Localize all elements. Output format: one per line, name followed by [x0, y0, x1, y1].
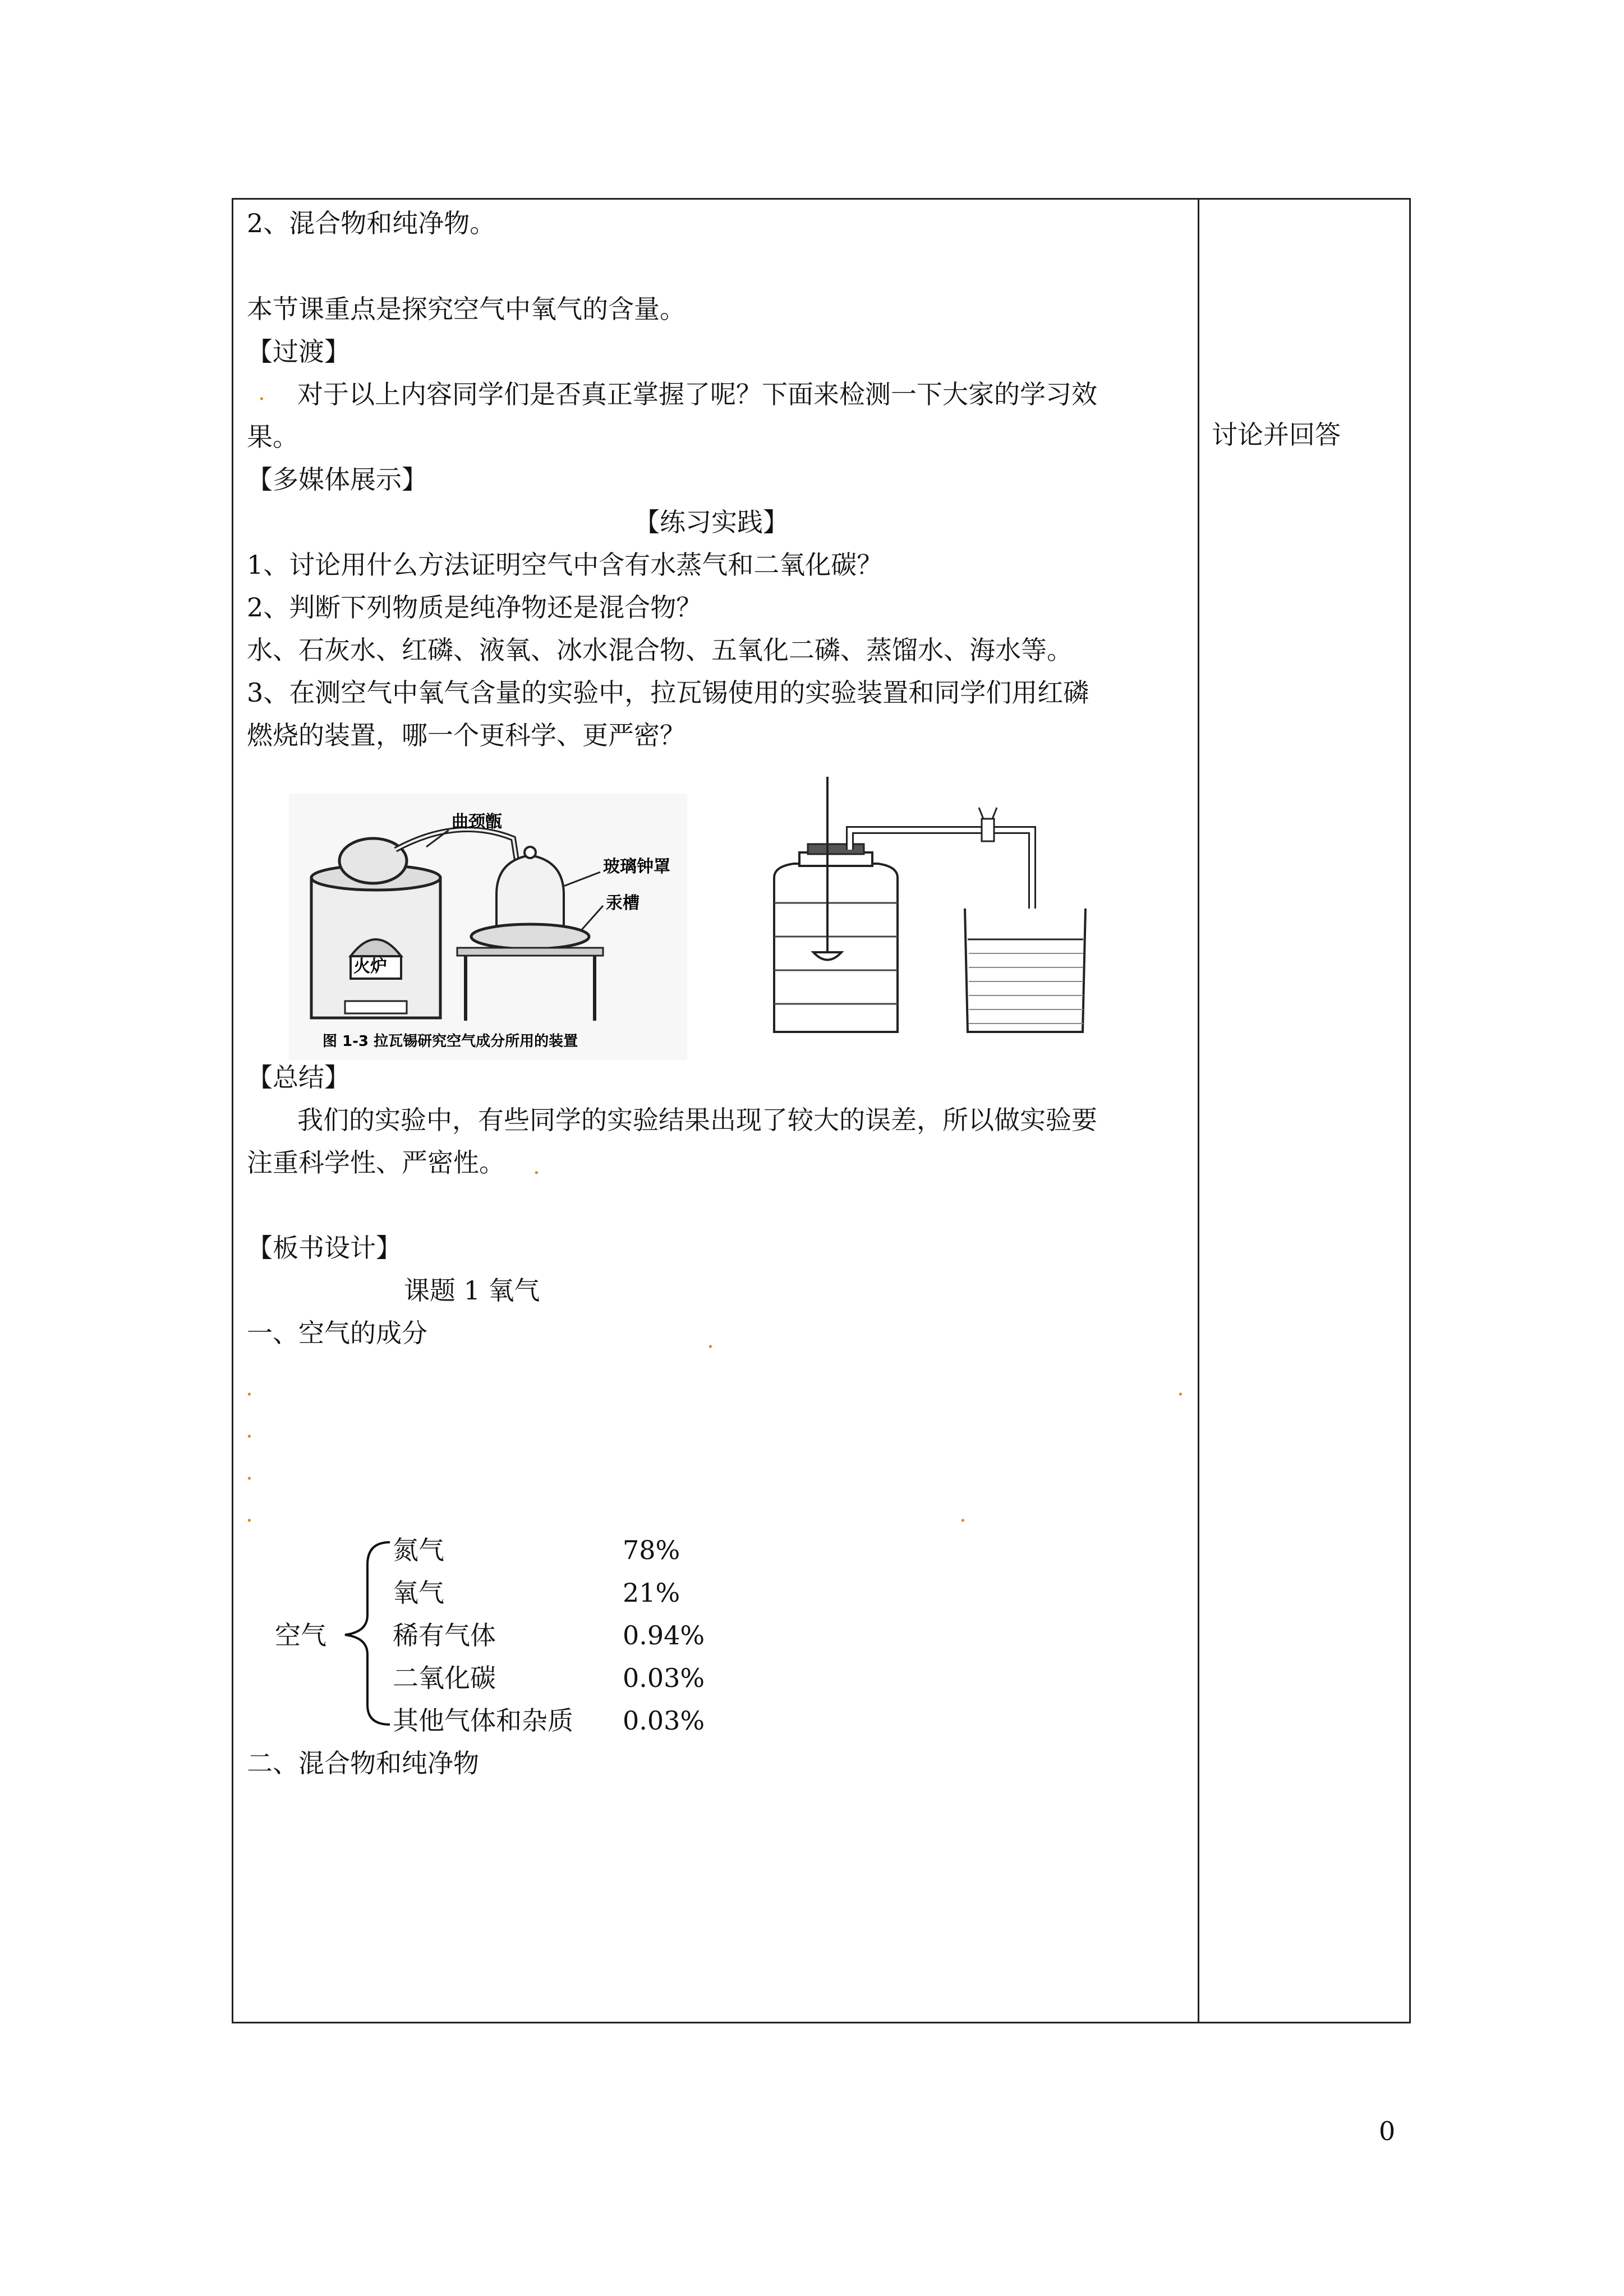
marker-dot: . — [246, 1459, 253, 1485]
component-name: 稀有气体 — [393, 1620, 496, 1650]
section-air-components: 一、空气的成分 — [247, 1318, 427, 1348]
marker-dot: . — [246, 1375, 253, 1401]
summary-label: 【总结】 — [247, 1062, 350, 1092]
transition-text-2: 果。 — [247, 422, 298, 452]
figure-caption: 图 1-3 拉瓦锡研究空气成分所用的装置 — [323, 1033, 578, 1050]
component-value: 78% — [623, 1535, 680, 1565]
component-name: 二氧化碳 — [393, 1663, 496, 1693]
marker-dot: . — [1177, 1375, 1184, 1401]
question-2-items: 水、石灰水、红磷、液氧、冰水混合物、五氧化二磷、蒸馏水、海水等。 — [247, 635, 1073, 665]
label-trough: 汞槽 — [606, 893, 640, 913]
component-name: 其他气体和杂质 — [393, 1705, 573, 1736]
marker-dot: . — [246, 1501, 253, 1527]
air-label: 空气 — [275, 1620, 326, 1650]
marker-dot: . — [959, 1501, 967, 1527]
marker-dot: . — [533, 1154, 540, 1179]
label-furnace: 火炉 — [353, 957, 387, 976]
component-value: 0.03% — [623, 1705, 705, 1736]
question-1: 1、讨论用什么方法证明空气中含有水蒸气和二氧化碳？ — [247, 550, 883, 580]
transition-text-1: 对于以上内容同学们是否真正掌握了呢？下面来检测一下大家的学习效 — [297, 379, 1097, 409]
summary-line-1: 我们的实验中，有些同学的实验结果出现了较大的误差，所以做实验要 — [297, 1105, 1097, 1135]
component-value: 0.03% — [623, 1663, 705, 1693]
question-3-line-2: 燃烧的装置，哪一个更科学、更严密？ — [247, 720, 686, 750]
board-title: 课题 1 氧气 — [404, 1275, 540, 1306]
media-label: 【多媒体展示】 — [247, 464, 427, 495]
question-2: 2、判断下列物质是纯净物还是混合物？ — [247, 592, 702, 623]
lavoisier-apparatus-figure — [289, 794, 687, 1060]
marker-dot: . — [246, 1417, 253, 1443]
transition-label: 【过渡】 — [247, 336, 350, 367]
component-name: 氧气 — [393, 1578, 444, 1608]
label-retort: 曲颈甑 — [452, 812, 502, 832]
right-column-activity: 讨论并回答 — [1212, 419, 1341, 450]
board-label: 【板书设计】 — [247, 1233, 402, 1263]
table-bottom-border — [232, 2022, 1411, 2023]
table-divider — [1198, 198, 1199, 2023]
table-right-border — [1409, 198, 1411, 2023]
summary-line-2: 注重科学性、严密性。 — [247, 1147, 505, 1178]
question-3-line-1: 3、在测空气中氧气含量的实验中，拉瓦锡使用的实验装置和同学们用红磷 — [247, 677, 1089, 708]
table-left-border — [232, 198, 233, 2023]
brace — [337, 1537, 393, 1727]
section-mixtures: 二、混合物和纯净物 — [247, 1748, 479, 1778]
practice-title: 【练习实践】 — [634, 507, 789, 537]
component-name: 氮气 — [393, 1535, 444, 1565]
component-value: 21% — [623, 1578, 680, 1608]
page-number: 0 — [1379, 2116, 1396, 2146]
heading-mix: 2、混合物和纯净物。 — [247, 208, 496, 238]
key-point: 本节课重点是探究空气中氧气的含量。 — [247, 294, 686, 324]
table-top-border — [232, 198, 1411, 200]
phosphorus-apparatus-figure — [760, 774, 1091, 1038]
label-bell-jar: 玻璃钟罩 — [603, 857, 670, 877]
marker-dot: . — [258, 380, 265, 405]
component-value: 0.94% — [623, 1620, 705, 1650]
marker-dot: . — [707, 1327, 714, 1353]
